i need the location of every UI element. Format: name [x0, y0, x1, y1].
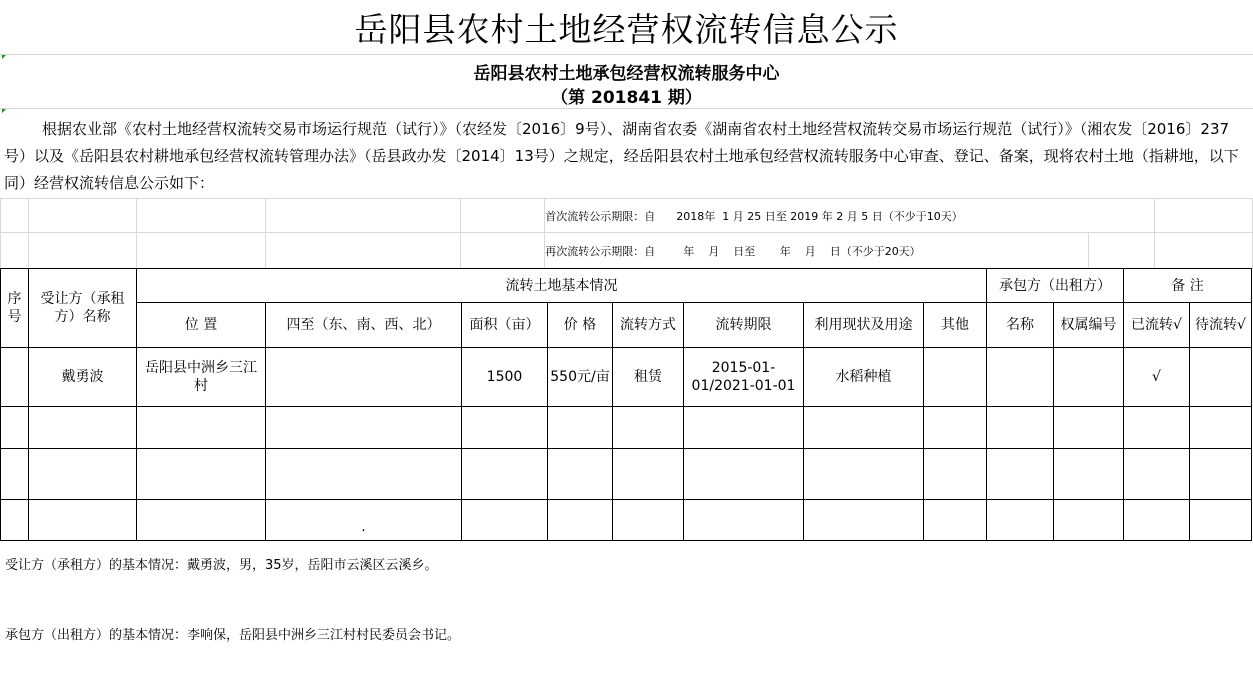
cell-area: 1500: [462, 348, 548, 407]
header-price: 价 格: [548, 303, 613, 348]
header-seq: 序号: [1, 269, 29, 348]
header-name: 名称: [987, 303, 1054, 348]
table-row: [1, 348, 1252, 407]
second-notice-period: 再次流转公示期限：自 年 月 日至 年 月 日（不少于20天）: [545, 233, 1089, 269]
issue-number: （第 201841 期）: [551, 88, 702, 108]
table-row: [1, 407, 1252, 449]
cell-usage: 水稻种植: [804, 348, 924, 407]
cell-other: [924, 348, 987, 407]
cell-transferred: √: [1124, 348, 1190, 407]
header-transferred: 已流转√: [1124, 303, 1190, 348]
cell-term: 2015-01-01/2021-01-01: [684, 348, 804, 407]
title-row: [0, 0, 1253, 55]
table-row: [1, 500, 1252, 541]
header-transferee: 受让方（承租方）名称: [29, 269, 137, 348]
cell-method: 租赁: [613, 348, 684, 407]
cell-pending: [1190, 348, 1252, 407]
contractor-basic-info: 承包方（出租方）的基本情况：李响保，岳阳县中洲乡三江村村民委员会书记。: [5, 628, 461, 643]
header-boundaries: 四至（东、南、西、北）: [266, 303, 462, 348]
intro-paragraph: 根据农业部《农村土地经营权流转交易市场运行规范（试行）》（农经发〔2016〕9号）、湖南省农委《湖南省农村土地经营权流转交易市场运行规范（试行）》（湘农发〔2016〕237号）以及《岳阳县农村耕地承包经营权流转管理办法》（岳县政办发〔2014〕13号）之规定，经岳阳县农村土地承包经营权流转服务中心审查、登记、备案，现将农村土地（指耕地，以下同）经营权流转信息公示如下：: [4, 120, 1239, 192]
header-pending: 待流转√: [1190, 303, 1252, 348]
header-method: 流转方式: [613, 303, 684, 348]
cell-boundaries: [266, 348, 462, 407]
cell-comment-marker-icon: [2, 55, 6, 59]
stray-mark: .: [266, 500, 462, 541]
table-row: [1, 449, 1252, 500]
cell-ownership-no: [1054, 348, 1124, 407]
cell-comment-marker-icon: [2, 109, 6, 113]
header-remarks: 备 注: [1124, 269, 1252, 303]
header-usage: 利用现状及用途: [804, 303, 924, 348]
header-area: 面积（亩）: [462, 303, 548, 348]
cell-name: [987, 348, 1054, 407]
cell-transferee: 戴勇波: [29, 348, 137, 407]
issuing-authority: 岳阳县农村土地承包经营权流转服务中心: [473, 64, 780, 84]
transferee-basic-info: 受让方（承租方）的基本情况：戴勇波，男，35岁，岳阳市云溪区云溪乡。: [5, 558, 438, 573]
header-other: 其他: [924, 303, 987, 348]
cell-price: 550元/亩: [548, 348, 613, 407]
subtitle-row: [0, 54, 1253, 109]
cell-location: 岳阳县中洲乡三江村: [137, 348, 266, 407]
header-term: 流转期限: [684, 303, 804, 348]
header-ownership-no: 权属编号: [1054, 303, 1124, 348]
transfer-info-table: [0, 268, 1252, 541]
cell-seq: [1, 348, 29, 407]
header-location: 位 置: [137, 303, 266, 348]
first-notice-period: 首次流转公示期限：自 2018年 1 月 25 日至 2019 年 2 月 5 日（不少于10天）: [545, 199, 1155, 233]
page-title: 岳阳县农村土地经营权流转信息公示: [354, 9, 899, 49]
notice-period-grid: [0, 198, 1253, 269]
header-land-info: 流转土地基本情况: [137, 269, 987, 303]
header-contractor: 承包方（出租方）: [987, 269, 1124, 303]
